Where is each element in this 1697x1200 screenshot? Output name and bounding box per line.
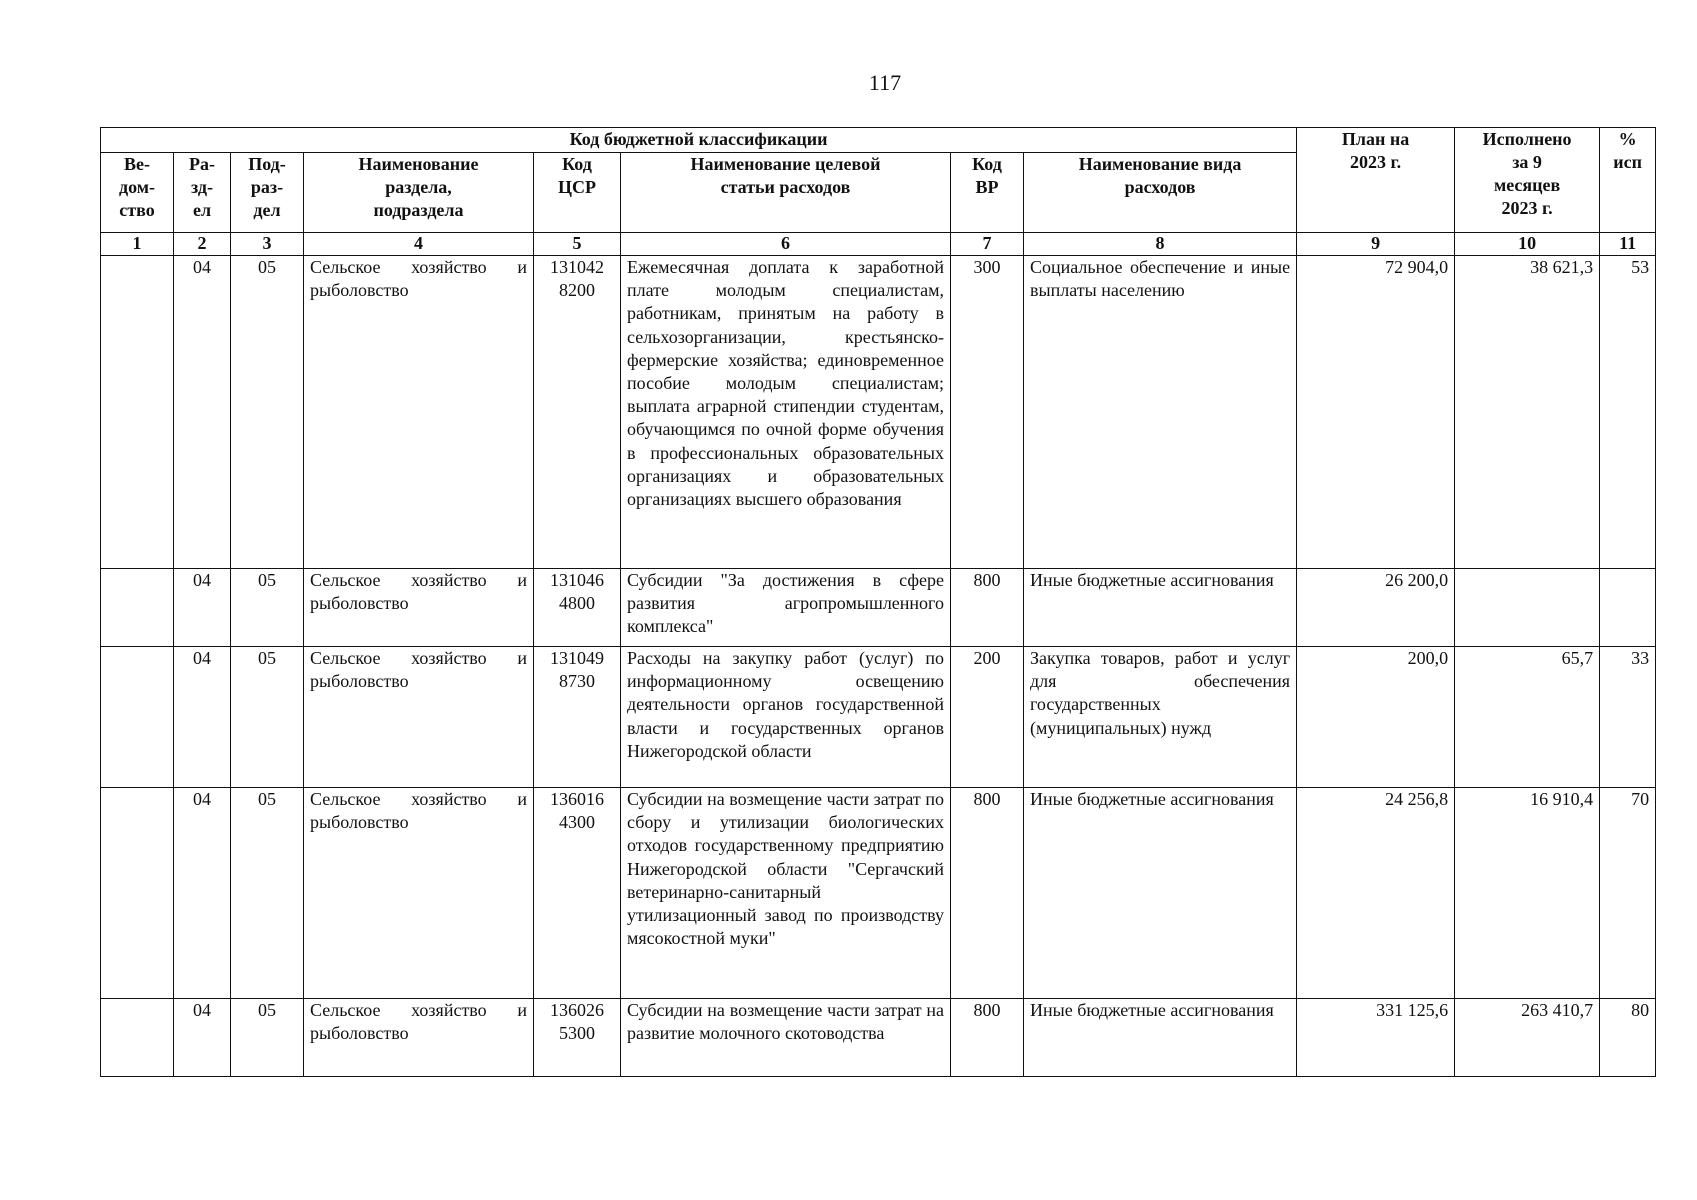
column-number: 3 xyxy=(231,233,304,256)
cell-razdel: 04 xyxy=(174,569,231,647)
cell-article-name: Субсидии на возмещение части затрат по сбору и утилизации биологических отходов государственному предприятию Нижегородской области "Сергачский ветеринарно-санитарный утилизационный завод по производству мясокостной муки" xyxy=(621,788,951,999)
column-number: 5 xyxy=(534,233,621,256)
cell-vr: 800 xyxy=(951,788,1024,999)
cell-plan: 331 125,6 xyxy=(1297,999,1455,1077)
cell-plan: 26 200,0 xyxy=(1297,569,1455,647)
cell-razdel: 04 xyxy=(174,788,231,999)
column-number: 10 xyxy=(1455,233,1600,256)
cell-podrazdel: 05 xyxy=(231,256,304,569)
cell-razdel: 04 xyxy=(174,256,231,569)
cell-percent: 70 xyxy=(1600,788,1656,999)
page-number: 117 xyxy=(868,70,902,95)
cell-csr: 136016 4300 xyxy=(534,788,621,999)
cell-article-name: Субсидии "За достижения в сфере развития агропромышленного комплекса" xyxy=(621,569,951,647)
cell-percent: 33 xyxy=(1600,647,1656,788)
header-vr-name: Наименование вида расходов xyxy=(1024,153,1297,233)
header-executed: Исполнено за 9 месяцев 2023 г. xyxy=(1455,128,1600,233)
cell-razdel: 04 xyxy=(174,647,231,788)
column-number: 2 xyxy=(174,233,231,256)
cell-section-name: Сельское хозяйство и рыболовство xyxy=(304,647,534,788)
cell-vr-name: Иные бюджетные ассигнования xyxy=(1024,569,1297,647)
cell-plan: 72 904,0 xyxy=(1297,256,1455,569)
cell-section-name: Сельское хозяйство и рыболовство xyxy=(304,788,534,999)
cell-percent: 80 xyxy=(1600,999,1656,1077)
column-number: 7 xyxy=(951,233,1024,256)
cell-section-name: Сельское хозяйство и рыболовство xyxy=(304,569,534,647)
header-razdel: Ра- зд- ел xyxy=(174,153,231,233)
column-number: 1 xyxy=(101,233,174,256)
cell-vedomstvo xyxy=(101,569,174,647)
cell-executed xyxy=(1455,569,1600,647)
cell-percent: 53 xyxy=(1600,256,1656,569)
cell-vr: 800 xyxy=(951,999,1024,1077)
header-plan: План на 2023 г. xyxy=(1297,128,1455,233)
cell-executed: 263 410,7 xyxy=(1455,999,1600,1077)
column-number: 6 xyxy=(621,233,951,256)
cell-vedomstvo xyxy=(101,647,174,788)
cell-podrazdel: 05 xyxy=(231,647,304,788)
header-percent: % исп xyxy=(1600,128,1656,233)
column-number: 11 xyxy=(1600,233,1656,256)
cell-executed: 38 621,3 xyxy=(1455,256,1600,569)
table-row xyxy=(101,788,1656,999)
cell-vr-name: Иные бюджетные ассигнования xyxy=(1024,788,1297,999)
cell-article-name: Субсидии на возмещение части затрат на развитие молочного скотоводства xyxy=(621,999,951,1077)
cell-article-name: Расходы на закупку работ (услуг) по информационному освещению деятельности органов государственной власти и государственных органов Нижегородской области xyxy=(621,647,951,788)
cell-podrazdel: 05 xyxy=(231,999,304,1077)
cell-csr: 131046 4800 xyxy=(534,569,621,647)
cell-executed: 65,7 xyxy=(1455,647,1600,788)
cell-vedomstvo xyxy=(101,788,174,999)
budget-table xyxy=(100,127,1656,1077)
header-vedomstvo: Ве- дом- ство xyxy=(101,153,174,233)
header-section-name: Наименование раздела, подраздела xyxy=(304,153,534,233)
cell-vr-name: Закупка товаров, работ и услуг для обеспечения государственных (муниципальных) нужд xyxy=(1024,647,1297,788)
cell-podrazdel: 05 xyxy=(231,788,304,999)
column-number: 9 xyxy=(1297,233,1455,256)
header-podrazdel: Под- раз- дел xyxy=(231,153,304,233)
cell-vr: 300 xyxy=(951,256,1024,569)
cell-vedomstvo xyxy=(101,256,174,569)
cell-percent xyxy=(1600,569,1656,647)
column-number: 8 xyxy=(1024,233,1297,256)
classification-header: Код бюджетной классификации xyxy=(101,128,1297,153)
cell-razdel: 04 xyxy=(174,999,231,1077)
header-vr: Код ВР xyxy=(951,153,1024,233)
table-row xyxy=(101,647,1656,788)
cell-vedomstvo xyxy=(101,999,174,1077)
cell-plan: 200,0 xyxy=(1297,647,1455,788)
cell-section-name: Сельское хозяйство и рыболовство xyxy=(304,999,534,1077)
cell-section-name: Сельское хозяйство и рыболовство xyxy=(304,256,534,569)
column-number: 4 xyxy=(304,233,534,256)
cell-plan: 24 256,8 xyxy=(1297,788,1455,999)
cell-vr: 200 xyxy=(951,647,1024,788)
header-article-name: Наименование целевой статьи расходов xyxy=(621,153,951,233)
cell-vr: 800 xyxy=(951,569,1024,647)
cell-csr: 136026 5300 xyxy=(534,999,621,1077)
cell-executed: 16 910,4 xyxy=(1455,788,1600,999)
cell-vr-name: Иные бюджетные ассигнования xyxy=(1024,999,1297,1077)
table-row xyxy=(101,256,1656,569)
table-row xyxy=(101,569,1656,647)
table-row xyxy=(101,999,1656,1077)
cell-csr: 131049 8730 xyxy=(534,647,621,788)
cell-vr-name: Социальное обеспечение и иные выплаты населению xyxy=(1024,256,1297,569)
cell-csr: 131042 8200 xyxy=(534,256,621,569)
cell-article-name: Ежемесячная доплата к заработной плате молодым специалистам, работникам, принятым на работу в сельхозорганизации, крестьянско-фермерские хозяйства; единовременное пособие молодым специалистам; выплата аграрной стипендии студентам, обучающимся по очной форме обучения в профессиональных образовательных организациях и образовательных организациях высшего образования xyxy=(621,256,951,569)
cell-podrazdel: 05 xyxy=(231,569,304,647)
header-csr: Код ЦСР xyxy=(534,153,621,233)
